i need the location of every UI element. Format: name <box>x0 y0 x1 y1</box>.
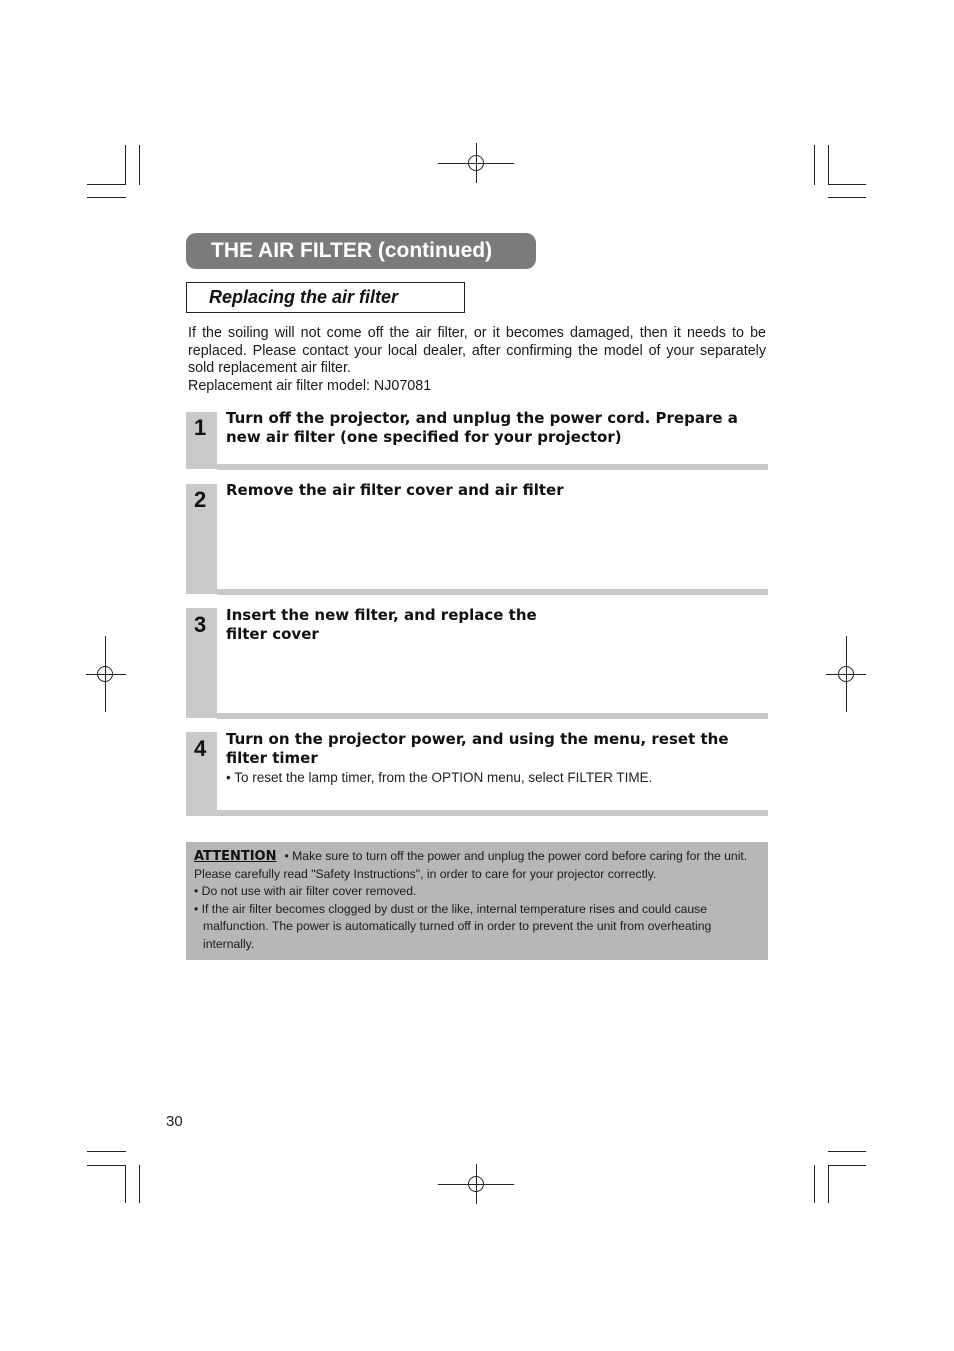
step-title: Remove the air filter cover and air filter <box>226 481 564 499</box>
crop-mark <box>139 145 140 185</box>
step-title-line: Insert the new filter, and replace the <box>226 606 537 624</box>
crop-mark <box>87 1165 126 1166</box>
crop-mark <box>828 197 866 198</box>
crop-mark <box>828 1165 866 1166</box>
subheading: Replacing the air filter <box>186 282 465 313</box>
intro-paragraph: If the soiling will not come off the air filter, or it becomes damaged, then it needs to be replaced. Please contact your local dealer, after confirming the model of your separately sold replacement air filter. <box>188 325 766 376</box>
crop-mark <box>87 1151 126 1152</box>
step-title-line: filter cover <box>226 625 319 643</box>
crop-mark <box>828 1165 829 1203</box>
attention-bullet: • Do not use with air filter cover removed. <box>194 884 417 899</box>
step-number: 2 <box>194 487 207 512</box>
step-title: Turn on the projector power, and using the menu, reset the filter timer <box>226 730 729 767</box>
crop-mark <box>814 1165 815 1203</box>
crop-mark <box>125 145 126 185</box>
page-number: 30 <box>166 1113 183 1130</box>
step-number: 1 <box>194 415 207 440</box>
crop-mark <box>828 145 829 185</box>
step-divider <box>217 589 768 595</box>
crop-mark <box>814 145 815 185</box>
step-title <box>226 606 761 644</box>
intro-text <box>188 325 766 395</box>
crop-mark <box>87 197 126 198</box>
section-title: THE AIR FILTER (continued) <box>186 233 536 269</box>
replacement-model: Replacement air filter model: NJ07081 <box>188 377 432 394</box>
step-title: Turn off the projector, and unplug the power cord. Prepare a new air filter (one specified for your projector) <box>226 409 738 446</box>
crop-mark <box>828 1151 866 1152</box>
step-number: 4 <box>194 736 207 761</box>
step-note: • To reset the lamp timer, from the OPTION menu, select FILTER TIME. <box>226 770 653 785</box>
step-divider <box>217 464 768 470</box>
crop-mark <box>125 1165 126 1203</box>
crop-mark <box>87 184 126 185</box>
step-divider <box>217 713 768 719</box>
step-divider <box>217 810 768 816</box>
attention-label: ATTENTION <box>194 849 277 864</box>
attention-text: • Make sure to turn off the power and unplug the power cord before caring for the unit. Please carefully read "Safety Instructions", in order to care for your projector correctly. <box>194 849 748 881</box>
step-number: 3 <box>194 612 207 637</box>
attention-box <box>186 842 768 960</box>
attention-bullet: • If the air filter becomes clogged by dust or the like, internal temperature rises and could cause malfunction. The power is automatically turned off in order to prevent the unit from overheating internally. <box>194 901 712 951</box>
crop-mark <box>828 184 866 185</box>
crop-mark <box>139 1165 140 1203</box>
